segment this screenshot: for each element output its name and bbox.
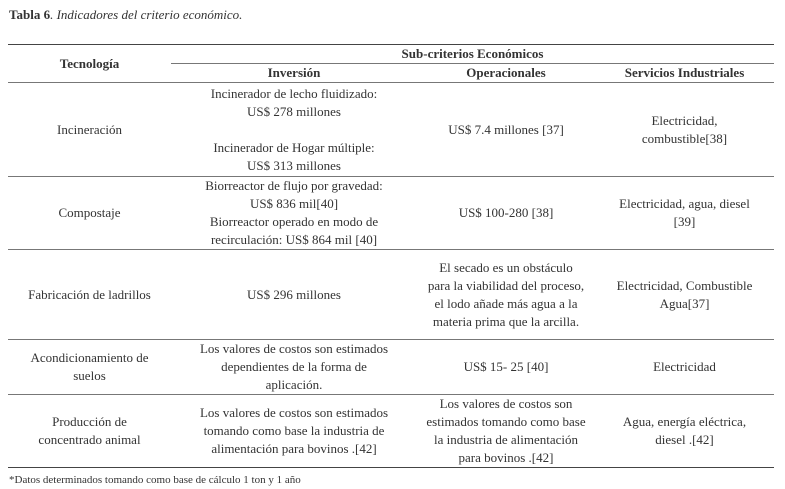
cell-line: Biorreactor operado en modo de xyxy=(209,214,379,229)
technology-cell: Incineración xyxy=(8,83,171,177)
technology-cell: Fabricación de ladrillos xyxy=(8,250,171,340)
table-row xyxy=(8,250,774,340)
cell-line: Agua, energía eléctrica, xyxy=(622,414,747,429)
cell-line: US$ 7.4 millones [37] xyxy=(448,121,564,137)
table-row xyxy=(8,340,774,395)
services-cell xyxy=(595,83,774,177)
cell-line: Incinerador de Hogar múltiple: xyxy=(213,139,375,155)
technology-cell: Compostaje xyxy=(8,177,171,250)
investment-cell xyxy=(171,250,417,340)
cell-line: concentrado animal xyxy=(38,432,141,447)
services-cell xyxy=(595,340,774,395)
operational-cell xyxy=(417,340,595,395)
cell-line: US$ 296 millones xyxy=(247,286,341,302)
cell-line: Los valores de costos son estimados xyxy=(199,341,389,356)
table-caption xyxy=(9,6,242,24)
cell-line: Los valores de costos son estimados xyxy=(199,405,389,420)
cell-line: Los valores de costos son xyxy=(439,396,573,411)
services-cell xyxy=(595,177,774,250)
operational-cell xyxy=(417,395,595,468)
header-industrial-services: Servicios Industriales xyxy=(595,64,774,83)
cell-line: recirculación: US$ 864 mil [40] xyxy=(210,232,378,247)
cell-line: Electricidad xyxy=(653,359,716,374)
cell-line: US$ 313 millones xyxy=(247,157,341,173)
cell-line: Electricidad, Combustible xyxy=(616,277,753,293)
cell-line: Biorreactor de flujo por gravedad: xyxy=(205,178,383,193)
cell-line: para bovinos .[42] xyxy=(458,450,554,465)
cell-line: alimentación para bovinos .[42] xyxy=(211,441,377,456)
cell-line: materia prima que la arcilla. xyxy=(432,313,580,329)
cell-line: US$ 278 millones xyxy=(247,103,341,119)
header-subcriteria-group: Sub-criterios Económicos xyxy=(171,45,774,64)
cell-line: US$ 15- 25 [40] xyxy=(463,359,549,374)
caption-text: . Indicadores del criterio económico. xyxy=(50,7,243,22)
cell-line: para la viabilidad del proceso, xyxy=(427,277,585,293)
header-operational: Operacionales xyxy=(417,64,595,83)
cell-line: dependientes de la forma de xyxy=(221,359,367,374)
cell-line: Incinerador de lecho fluidizado: xyxy=(210,85,378,101)
investment-cell xyxy=(171,340,417,395)
technology-cell xyxy=(8,340,171,395)
cell-line: Acondicionamiento de xyxy=(30,350,149,365)
cell-line: diesel .[42] xyxy=(655,432,714,447)
investment-cell xyxy=(171,83,417,177)
table-row xyxy=(8,83,774,177)
cell-line: suelos xyxy=(73,368,106,383)
cell-line: [39] xyxy=(673,214,696,229)
table-row xyxy=(8,177,774,250)
header-investment: Inversión xyxy=(171,64,417,83)
cell-line: estimados tomando como base xyxy=(426,414,586,429)
cell-line: el lodo añade más agua a la xyxy=(434,295,578,311)
services-cell xyxy=(595,250,774,340)
caption-number: Tabla 6 xyxy=(9,7,51,22)
technology-cell xyxy=(8,395,171,468)
table-row xyxy=(8,395,774,468)
header-technology: Tecnología xyxy=(8,45,171,83)
cell-line: US$ 100-280 [38] xyxy=(458,205,554,220)
investment-cell xyxy=(171,177,417,250)
operational-cell xyxy=(417,177,595,250)
investment-cell xyxy=(171,395,417,468)
operational-cell xyxy=(417,250,595,340)
cell-line: Producción de xyxy=(52,414,127,429)
cell-line: la industria de alimentación xyxy=(433,432,579,447)
cell-line: Agua[37] xyxy=(659,295,710,311)
cell-line: Electricidad, agua, diesel xyxy=(619,196,750,211)
operational-cell xyxy=(417,83,595,177)
economic-criteria-table xyxy=(8,44,774,468)
cell-line: aplicación. xyxy=(265,377,323,392)
services-cell xyxy=(595,395,774,468)
cell-line: tomando como base la industria de xyxy=(203,423,385,438)
cell-line: combustible[38] xyxy=(641,130,728,146)
cell-line: Electricidad, xyxy=(651,112,718,128)
table-footnote: *Datos determinados tomando como base de cálculo 1 ton y 1 año xyxy=(9,474,301,486)
cell-line: US$ 836 mil[40] xyxy=(249,196,339,211)
cell-line: El secado es un obstáculo xyxy=(439,259,573,275)
